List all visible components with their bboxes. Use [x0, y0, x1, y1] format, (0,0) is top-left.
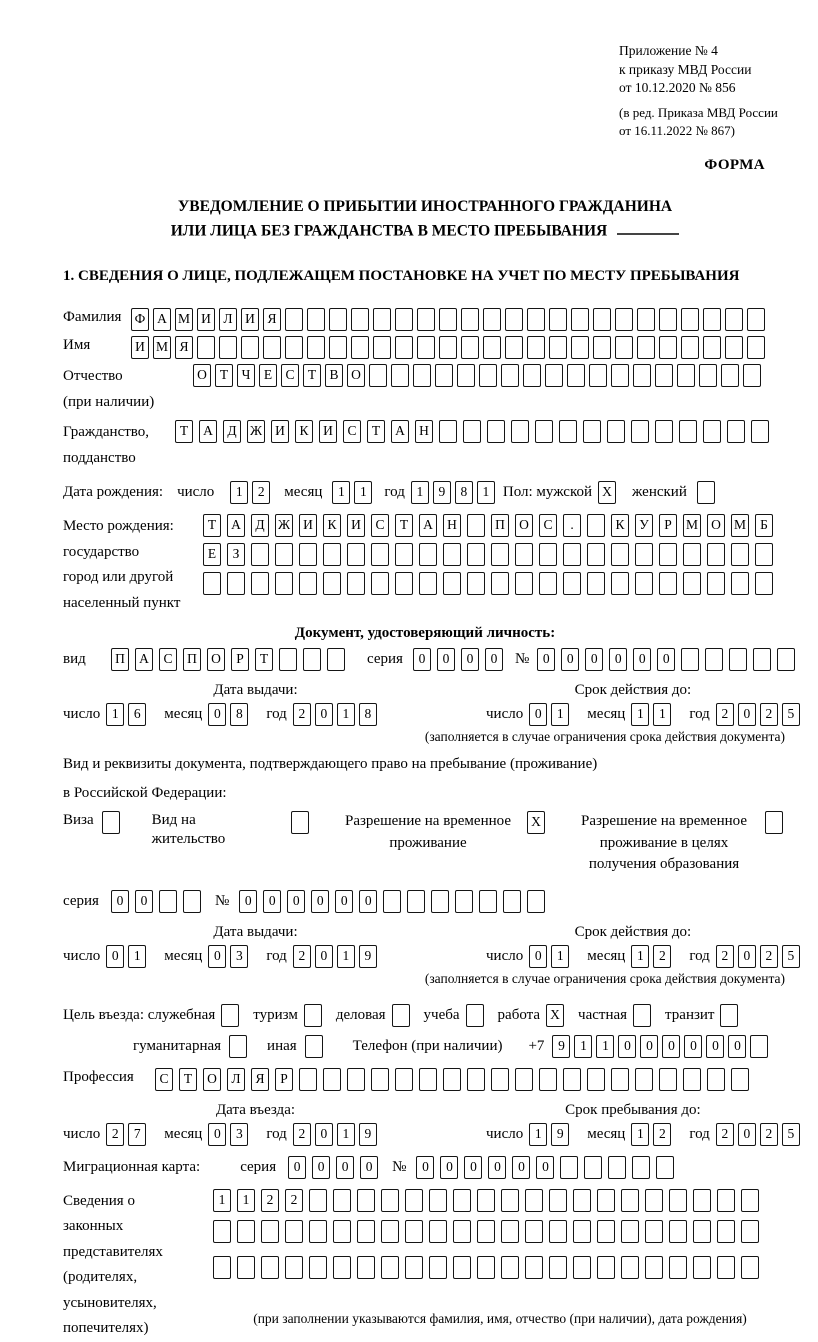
visa-checkbox[interactable] [102, 811, 124, 834]
identity-issue-month-cells[interactable]: 0 8 [208, 703, 252, 726]
title-blank-line [617, 219, 679, 236]
identity-valid-month-cells[interactable]: 1 1 [631, 703, 675, 726]
patronymic-cells[interactable]: О Т Ч Е С Т В О [193, 364, 765, 387]
purpose-tourism-checkbox[interactable] [304, 1004, 326, 1027]
purpose-business-checkbox[interactable] [392, 1004, 414, 1027]
purpose-work-checkbox[interactable]: X [546, 1004, 568, 1027]
patronymic-label: Отчество (при наличии) [63, 368, 155, 410]
doc-kind-cells[interactable]: П А С П О Р Т [111, 648, 351, 671]
form-title-line1: УВЕДОМЛЕНИЕ О ПРИБЫТИИ ИНОСТРАННОГО ГРАЖДАНИНА [177, 197, 673, 215]
migration-series-label: серия [240, 1158, 277, 1175]
identity-issue-year-cells[interactable]: 2 0 1 8 [293, 703, 381, 726]
stay-until-heading: Срок пребывания до: [565, 1101, 701, 1118]
last-name-row [63, 308, 787, 331]
permit-issue-year-cells[interactable]: 2 0 1 9 [293, 945, 381, 968]
phone-prefix: +7 [528, 1037, 545, 1054]
permit-valid-day-cells[interactable]: 0 1 [529, 945, 573, 968]
permit-issue-month-cells[interactable]: 0 3 [208, 945, 252, 968]
legal-reps-cells-row2[interactable] [213, 1220, 765, 1243]
temp-permit-label: Разрешение на временное проживание [345, 812, 511, 851]
citizenship-cells[interactable]: Т А Д Ж И К И С Т А Н [175, 420, 775, 443]
first-name-row [63, 336, 787, 359]
purpose-private-label: частная [578, 1006, 628, 1023]
permit-type-row [63, 811, 787, 876]
permit-issue-heading: Дата выдачи: [213, 924, 298, 941]
gender-female-label: женский [632, 484, 687, 501]
stay-day-cells[interactable]: 1 9 [529, 1123, 573, 1146]
birth-month-cells[interactable]: 1 1 [332, 481, 376, 504]
purpose-other-checkbox[interactable] [305, 1035, 327, 1058]
month-label: месяц [284, 484, 323, 501]
year-label: год [384, 484, 405, 501]
migration-series-cells[interactable]: 0 0 0 0 [288, 1156, 384, 1179]
law-reference [619, 42, 794, 140]
migration-number-cells[interactable]: 0 0 0 0 0 0 [416, 1156, 680, 1179]
entry-year-cells[interactable]: 2 0 1 9 [293, 1123, 381, 1146]
permit-number-cells[interactable]: 0 0 0 0 0 0 [239, 890, 551, 913]
legal-reps-label: Сведения о законных представителях (родителях, усыновителях, попечителях) [63, 1192, 163, 1336]
doc-number-label: № [514, 650, 530, 667]
form-title [63, 195, 787, 244]
identity-issue-date: число 1 6 месяц 0 8 год 2 0 1 8 [63, 703, 448, 726]
migration-number-label: № [392, 1158, 407, 1175]
day-label: число [177, 484, 215, 501]
birth-date-row [63, 481, 787, 504]
birth-year-cells[interactable]: 1 9 8 1 [411, 481, 499, 504]
identity-valid-date: число 0 1 месяц 1 1 год 2 0 2 5 [448, 703, 818, 726]
permit-series-label: серия [63, 893, 99, 910]
last-name-cells[interactable]: Ф А М И Л И Я [131, 308, 769, 331]
purpose-other-label: иная [267, 1037, 297, 1054]
visa-label: Виза [63, 811, 94, 828]
first-name-label: Имя [63, 337, 91, 353]
permit-valid-date: число 0 1 месяц 1 2 год 2 0 2 5 [448, 945, 818, 968]
purpose-study-label: учеба [423, 1006, 460, 1023]
identity-valid-day-cells[interactable]: 0 1 [529, 703, 573, 726]
migration-card-label: Миграционная карта: [63, 1158, 201, 1175]
form-label: ФОРМА [704, 156, 765, 173]
entry-date: число 2 7 месяц 0 3 год 2 0 1 9 [63, 1123, 448, 1146]
validity-note: (заполняется в случае ограничения срока действия документа) [424, 970, 785, 986]
appendix-line: к приказу МВД России [619, 61, 752, 77]
temp-permit-edu-label: Разрешение на временное проживание в целях получения образования [581, 812, 747, 873]
citizenship-label: Гражданство, подданство [63, 424, 150, 466]
legal-reps-cells-row1[interactable]: 1 1 2 2 [213, 1189, 765, 1212]
appendix-line: от 10.12.2020 № 856 [619, 80, 736, 96]
temp-permit-checkbox[interactable]: X [527, 811, 549, 834]
appendix-line: Приложение № 4 [619, 43, 718, 58]
doc-series-cells[interactable]: 0 0 0 0 [413, 648, 509, 671]
purpose-transit-checkbox[interactable] [720, 1004, 742, 1027]
birth-place-label: Место рождения: государство город или другой населенный пункт [63, 518, 181, 611]
issue-date-heading: Дата выдачи: [213, 681, 298, 698]
purpose-work-label: работа [497, 1006, 541, 1023]
identity-doc-dates [63, 681, 795, 726]
profession-row [63, 1068, 787, 1091]
legal-reps-cells-row3[interactable] [213, 1256, 765, 1279]
identity-valid-year-cells[interactable]: 2 0 2 5 [716, 703, 804, 726]
first-name-cells[interactable]: И М Я [131, 336, 769, 359]
last-name-label: Фамилия [63, 309, 122, 325]
entry-purpose-row [63, 1004, 787, 1027]
permit-dates [63, 923, 795, 968]
purpose-business-label: деловая [335, 1006, 386, 1023]
gender-female-checkbox[interactable] [697, 481, 719, 504]
form-title-line2: ИЛИ ЛИЦА БЕЗ ГРАЖДАНСТВА В МЕСТО ПРЕБЫВАНИЯ [63, 219, 787, 244]
entry-stay-dates [63, 1101, 795, 1146]
permit-valid-heading: Срок действия до: [574, 924, 692, 941]
purpose-private-checkbox[interactable] [633, 1004, 655, 1027]
purpose-transit-label: транзит [665, 1006, 715, 1023]
resident-doc-text2: в Российской Федерации: [63, 785, 227, 802]
identity-issue-day-cells[interactable]: 1 6 [106, 703, 150, 726]
migration-card-row [63, 1156, 787, 1179]
resident-doc-text1: Вид и реквизиты документа, подтверждающего право на пребывание (проживание) [63, 756, 598, 773]
purpose-official-checkbox[interactable] [221, 1004, 243, 1027]
permit-valid-year-cells[interactable]: 2 0 2 5 [716, 945, 804, 968]
amendment-note: (в ред. Приказа МВД России от 16.11.2022 № 867) [619, 104, 778, 138]
legal-reps-note: (при заполнении указываются фамилия, имя, отчество (при наличии), дата рождения) [253, 1311, 747, 1326]
permit-number-label: № [214, 893, 230, 910]
gender-male-label: Пол: мужской [502, 484, 593, 501]
permit-series-row [63, 890, 787, 913]
phone-cells[interactable]: 9 1 1 0 0 0 0 0 0 [552, 1035, 772, 1058]
identity-doc-heading: Документ, удостоверяющий личность: [294, 625, 556, 641]
entry-date-heading: Дата въезда: [215, 1101, 296, 1118]
birth-place-block [63, 514, 787, 616]
profession-cells[interactable]: С Т О Л Я Р [155, 1068, 755, 1091]
profession-label: Профессия [63, 1068, 134, 1085]
residence-permit-checkbox[interactable] [291, 811, 313, 834]
residence-permit-label: Вид на жительство [151, 811, 226, 847]
stay-month-cells[interactable]: 1 2 [631, 1123, 675, 1146]
gender-male-checkbox[interactable]: X [598, 481, 620, 504]
birth-day-cells[interactable]: 1 2 [230, 481, 274, 504]
birth-place-cells-row3[interactable] [203, 572, 779, 595]
legal-reps-block [63, 1189, 787, 1342]
doc-series-label: серия [367, 650, 403, 667]
entry-day-cells[interactable]: 2 7 [106, 1123, 150, 1146]
identity-doc-row [63, 648, 787, 671]
permit-issue-day-cells[interactable]: 0 1 [106, 945, 150, 968]
entry-month-cells[interactable]: 0 3 [208, 1123, 252, 1146]
valid-until-heading: Срок действия до: [574, 681, 692, 698]
phone-label: Телефон (при наличии) [352, 1037, 503, 1054]
validity-note: (заполняется в случае ограничения срока действия документа) [424, 728, 785, 744]
birth-place-cells-row1[interactable]: Т А Д Ж И К И С Т А Н П О С . К У Р М О М Б [203, 514, 779, 537]
purpose-tourism-label: туризм [253, 1006, 298, 1023]
section1-heading: 1. СВЕДЕНИЯ О ЛИЦЕ, ПОДЛЕЖАЩЕМ ПОСТАНОВКЕ НА УЧЕТ ПО МЕСТУ ПРЕБЫВАНИЯ [63, 268, 740, 285]
permit-series-cells[interactable]: 0 0 [111, 890, 207, 913]
birth-date-label: Дата рождения: [63, 484, 164, 501]
purpose-study-checkbox[interactable] [466, 1004, 488, 1027]
doc-number-cells[interactable]: 0 0 0 0 0 0 [537, 648, 801, 671]
doc-kind-label: вид [63, 650, 86, 667]
citizenship-row [63, 420, 787, 471]
purpose-official-label: Цель въезда: служебная [63, 1006, 216, 1023]
stay-until-date: число 1 9 месяц 1 2 год 2 0 2 5 [448, 1123, 818, 1146]
permit-valid-month-cells[interactable]: 1 2 [631, 945, 675, 968]
purpose-humanitarian-label: гуманитарная [133, 1037, 222, 1054]
stay-year-cells[interactable]: 2 0 2 5 [716, 1123, 804, 1146]
birth-place-cells-row2[interactable]: Е З [203, 543, 779, 566]
entry-purpose-row2 [63, 1035, 787, 1058]
temp-permit-edu-checkbox[interactable] [765, 811, 787, 834]
patronymic-row [63, 364, 787, 415]
purpose-humanitarian-checkbox[interactable] [229, 1035, 251, 1058]
permit-issue-date: число 0 1 месяц 0 3 год 2 0 1 9 [63, 945, 448, 968]
